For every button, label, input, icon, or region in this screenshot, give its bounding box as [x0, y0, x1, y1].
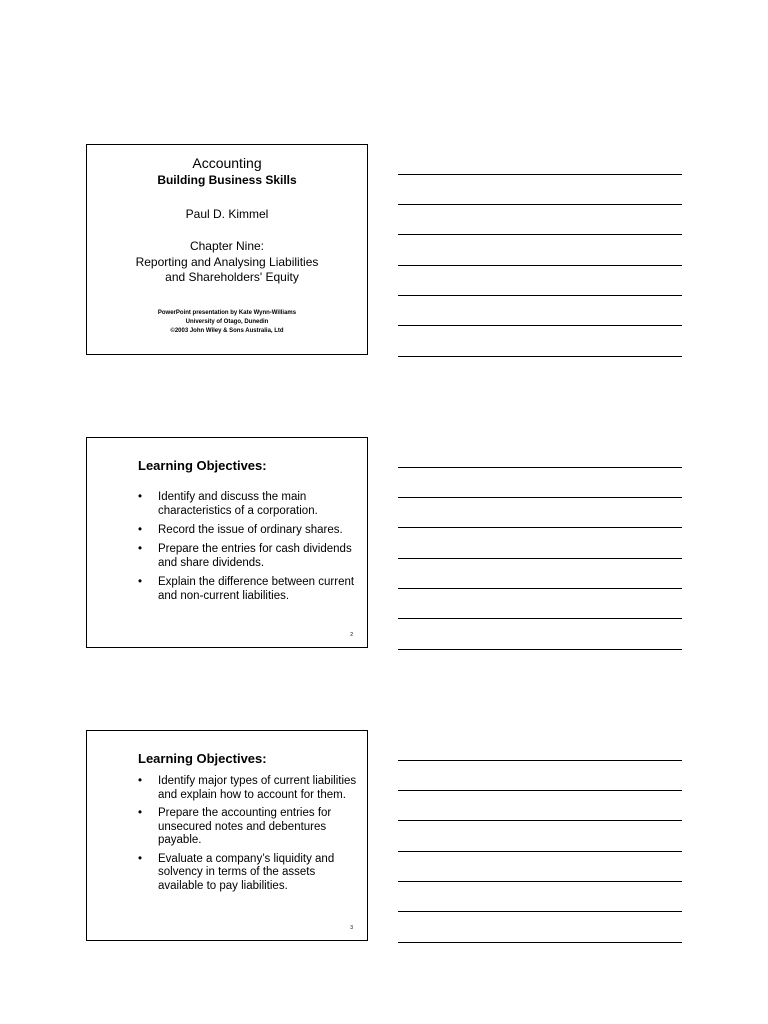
bullet-icon: • [138, 524, 143, 536]
note-line [398, 820, 682, 821]
page-number: 2 [350, 632, 353, 638]
note-line [398, 467, 682, 468]
list-item-text: Prepare the accounting entries for unsecured notes and debentures payable. [158, 807, 332, 846]
objectives-list [138, 775, 357, 898]
note-line [398, 295, 682, 296]
note-line [398, 497, 682, 498]
slide-title: Accounting [192, 155, 262, 171]
slide-2-learning-objectives [86, 437, 368, 648]
credit-line-2: University of Otago, Dunedin [185, 319, 269, 325]
bullet-icon: • [138, 807, 143, 819]
note-line [398, 234, 682, 235]
slide-subtitle: Building Business Skills [157, 173, 297, 187]
list-item-text: Identify and discuss the main characteristics of a corporation. [158, 491, 318, 517]
credit-line-3: ©2003 John Wiley & Sons Australia, Ltd [170, 328, 284, 334]
note-line [398, 942, 682, 943]
list-item-text: Record the issue of ordinary shares. [158, 524, 343, 536]
list-item-text: Evaluate a company’s liquidity and solvency in terms of the assets available to pay liabilities. [158, 852, 335, 892]
list-item [138, 853, 357, 894]
list-item [138, 807, 357, 848]
note-line [398, 911, 682, 912]
note-line [398, 325, 682, 326]
note-line [398, 558, 682, 559]
chapter-title-line-1: Reporting and Analysing Liabilities [135, 255, 319, 269]
bullet-icon: • [138, 543, 143, 555]
note-line [398, 204, 682, 205]
note-line [398, 851, 682, 852]
bullet-icon: • [138, 576, 143, 588]
author-name: Paul D. Kimmel [185, 207, 269, 221]
list-item [138, 542, 357, 570]
note-line [398, 618, 682, 619]
list-item-text: Identify major types of current liabilities and explain how to account for them. [158, 775, 357, 801]
slide-1-title-slide [86, 144, 368, 355]
bullet-icon: • [138, 775, 143, 787]
slide-title: Learning Objectives: [138, 458, 267, 473]
slide-title: Learning Objectives: [138, 751, 267, 766]
note-line [398, 527, 682, 528]
note-line [398, 588, 682, 589]
credit-line-1: PowerPoint presentation by Kate Wynn-Williams [157, 310, 297, 316]
note-line [398, 174, 682, 175]
note-line [398, 760, 682, 761]
list-item [138, 523, 357, 537]
chapter-title-line-2: and Shareholders' Equity [165, 270, 299, 284]
bullet-icon: • [138, 491, 143, 503]
list-item [138, 575, 357, 603]
list-item-text: Prepare the entries for cash dividends and share dividends. [158, 543, 352, 569]
note-line [398, 356, 682, 357]
bullet-icon: • [138, 852, 143, 865]
list-item [138, 775, 357, 802]
note-line [398, 265, 682, 266]
chapter-label: Chapter Nine: [189, 239, 265, 253]
note-line [398, 881, 682, 882]
objectives-list [138, 490, 357, 608]
list-item [138, 490, 357, 518]
page-number: 3 [350, 925, 353, 931]
list-item-text: Explain the difference between current and non-current liabilities. [158, 576, 355, 602]
slide-3-learning-objectives [86, 730, 368, 941]
note-line [398, 649, 682, 650]
note-line [398, 790, 682, 791]
